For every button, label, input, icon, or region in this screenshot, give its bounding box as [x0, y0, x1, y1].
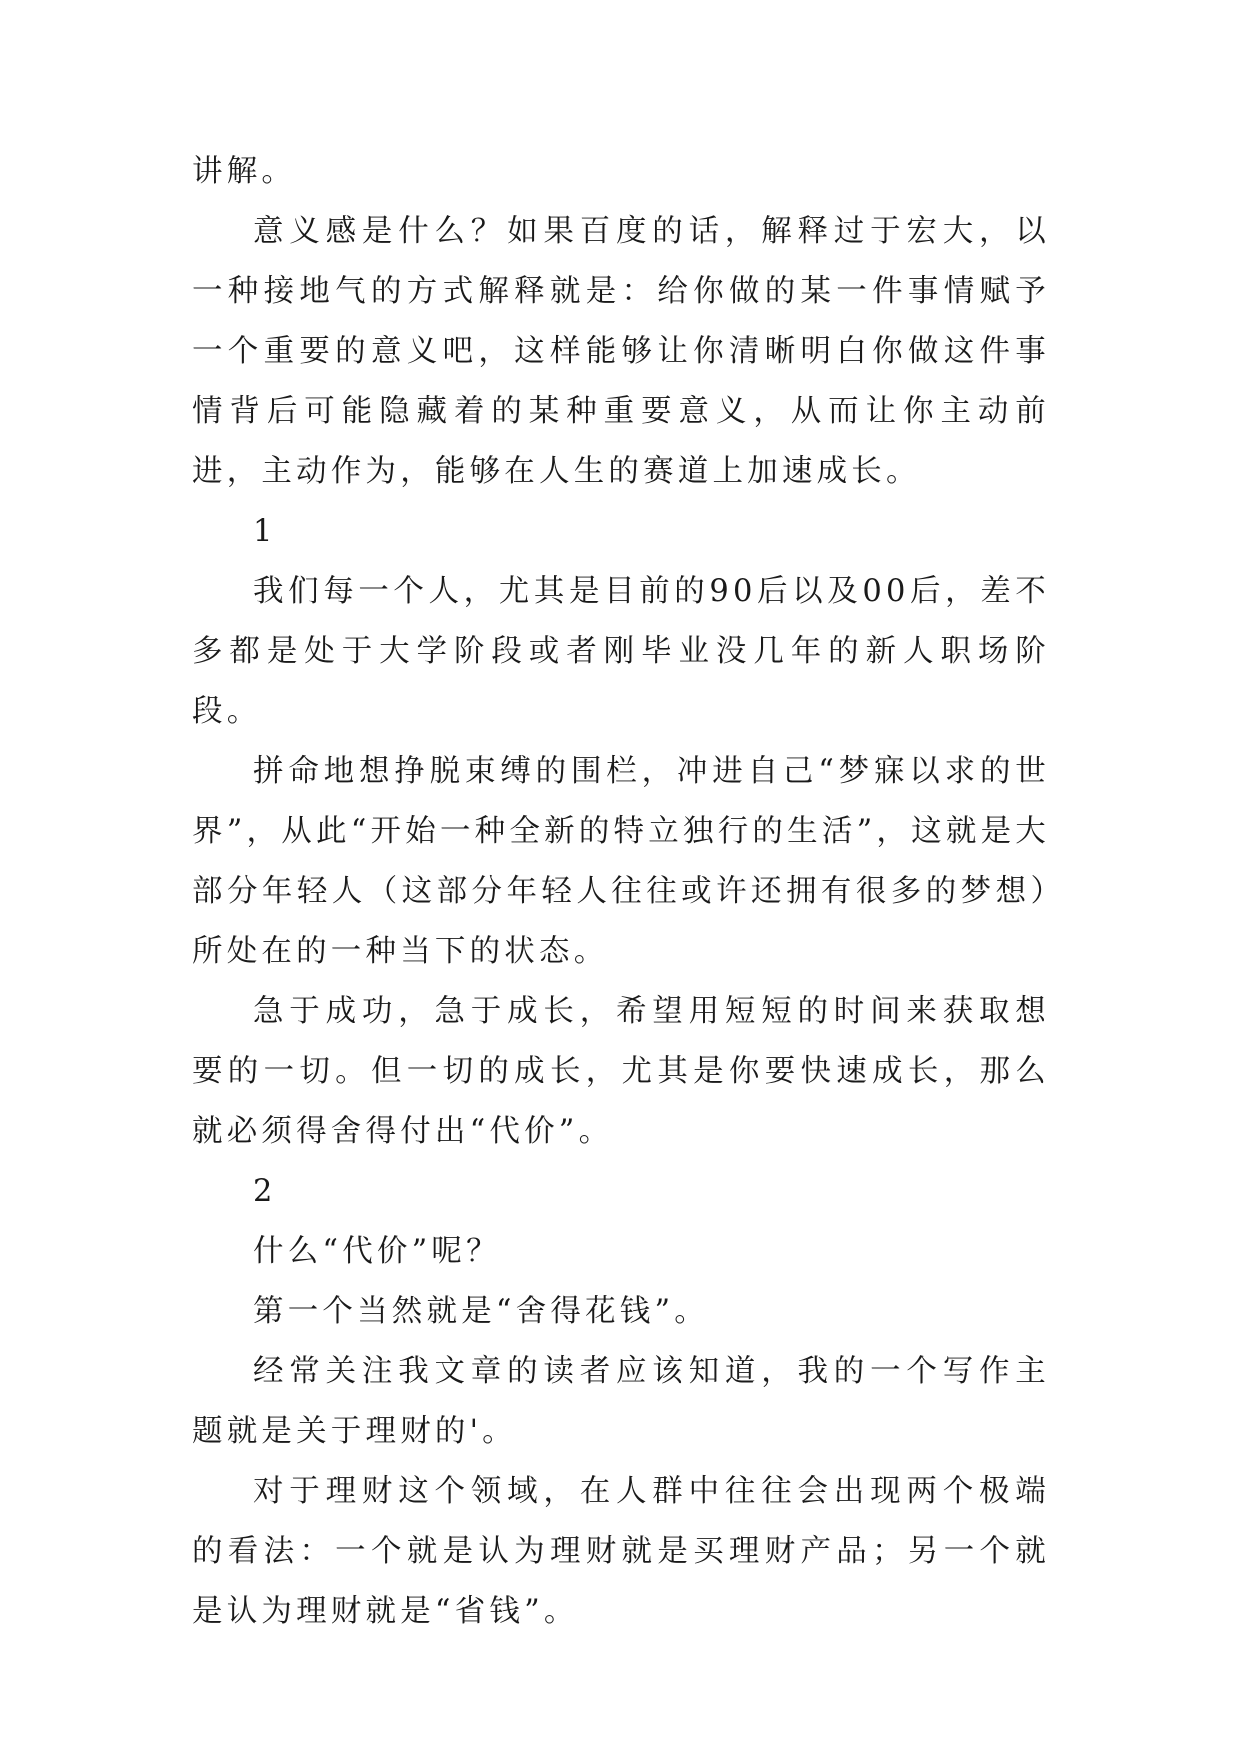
paragraph-break-free: 拼命地想挣脱束缚的围栏，冲进自己“梦寐以求的世界”，从此“开始一种全新的特立独行的生活”，这就是大部分年轻人（这部分年轻人往往或许还拥有很多的梦想）所处在的一种当下的状态。: [192, 754, 1050, 969]
body-text: [192, 142, 1050, 1642]
paragraph-young-people: 我们每一个人，尤其是目前的90后以及00后，差不多都是处于大学阶段或者刚毕业没几年的新人职场阶段。: [192, 574, 1050, 729]
paragraph-fragment: 讲解。: [192, 154, 297, 189]
paragraph-finance-views: 对于理财这个领域，在人群中往往会出现两个极端的看法：一个就是认为理财就是买理财产品；另一个就是认为理财就是“省钱”。: [192, 1474, 1050, 1629]
section-number-2: 2: [253, 1174, 277, 1209]
section-number-1: 1: [253, 514, 277, 549]
paragraph-spend-money: 第一个当然就是“舍得花钱”。: [253, 1294, 709, 1329]
paragraph-finance-topic: 经常关注我文章的读者应该知道，我的一个写作主题就是关于理财的'。: [192, 1354, 1050, 1449]
paragraph-meaning-definition: 意义感是什么？如果百度的话，解释过于宏大，以一种接地气的方式解释就是：给你做的某一件事情赋予一个重要的意义吧，这样能够让你清晰明白你做这件事情背后可能隐藏着的某种重要意义，从而让你主动前进，主动作为，能够在人生的赛道上加速成长。: [192, 214, 1050, 489]
paragraph-eager-success: 急于成功，急于成长，希望用短短的时间来获取想要的一切。但一切的成长，尤其是你要快速成长，那么就必须得舍得付出“代价”。: [192, 994, 1050, 1149]
paragraph-what-cost: 什么“代价”呢？: [253, 1234, 501, 1269]
